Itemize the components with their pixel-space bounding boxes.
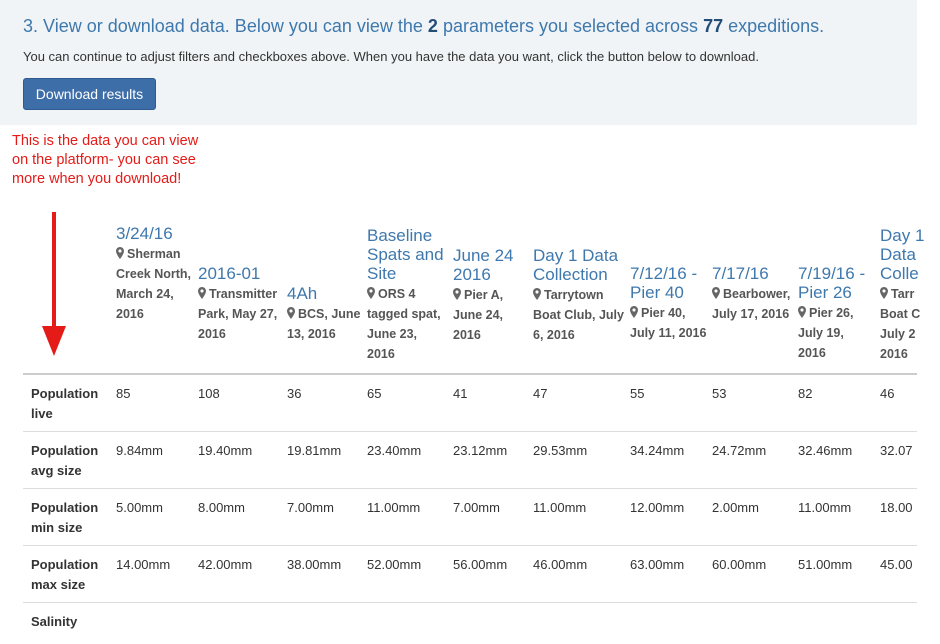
expedition-location-text: Tarr Boat C July 2 2016 — [880, 287, 921, 361]
table-cell: 42.00mm — [198, 557, 253, 572]
expedition-location — [198, 284, 280, 344]
expedition-location — [798, 303, 874, 363]
table-row-label: Population avg size — [31, 443, 99, 478]
table-cell: 8.00mm — [198, 500, 245, 515]
step-description: You can continue to adjust filters and checkboxes above. When you have the data you want, click the button below to download. — [23, 49, 759, 64]
table-cell: 32.46mm — [798, 443, 853, 458]
table-cell: 5.00mm — [116, 500, 163, 515]
expedition-column-header — [453, 246, 529, 345]
expedition-title-link[interactable]: June 24 2016 — [453, 246, 514, 284]
table-cell: 51.00mm — [798, 557, 853, 572]
table-cell: 63.00mm — [630, 557, 685, 572]
map-pin-icon — [798, 306, 806, 318]
table-cell: 7.00mm — [453, 500, 500, 515]
map-pin-icon — [287, 307, 295, 319]
expedition-location — [367, 284, 447, 364]
expedition-location-text: ORS 4 tagged spat, June 23, 2016 — [367, 287, 441, 361]
expedition-title-link[interactable]: Baseline Spats and Site — [367, 226, 444, 283]
map-pin-icon — [367, 287, 375, 299]
expedition-column-header — [367, 226, 447, 364]
expedition-column-header — [798, 264, 874, 363]
table-cell: 46.00mm — [533, 557, 588, 572]
expedition-column-header — [533, 246, 625, 345]
table-cell: 45.00 — [880, 557, 913, 572]
table-cell: 55 — [630, 386, 645, 401]
expedition-location — [630, 303, 708, 343]
table-row-divider — [23, 488, 917, 489]
table-cell: 23.40mm — [367, 443, 422, 458]
table-row-label: Population max size — [31, 557, 99, 592]
expedition-location-text: Pier 26, July 19, 2016 — [798, 306, 854, 360]
table-row-divider — [23, 602, 917, 603]
expedition-title-link[interactable]: Day 1 Data Colle — [880, 226, 925, 283]
map-pin-icon — [453, 288, 461, 300]
table-cell: 18.00 — [880, 500, 913, 515]
expedition-column-header — [287, 284, 361, 344]
table-row-label: Population min size — [31, 500, 99, 535]
expedition-column-header — [712, 264, 792, 324]
table-cell: 7.00mm — [287, 500, 334, 515]
table-cell: 19.40mm — [198, 443, 253, 458]
table-cell: 53 — [712, 386, 727, 401]
table-cell: 11.00mm — [533, 500, 587, 515]
title-suffix: expeditions. — [723, 16, 825, 36]
table-cell: 34.24mm — [630, 443, 685, 458]
map-pin-icon — [198, 287, 206, 299]
table-cell: 12.00mm — [630, 500, 685, 515]
table-cell: 32.07 — [880, 443, 913, 458]
table-cell: 14.00mm — [116, 557, 171, 572]
expedition-location-text: Sherman Creek North, March 24, 2016 — [116, 247, 192, 321]
table-row-divider — [23, 545, 917, 546]
expedition-location — [453, 285, 529, 345]
table-cell: 9.84mm — [116, 443, 163, 458]
expedition-location-text: Transmitter Park, May 27, 2016 — [198, 287, 278, 341]
expedition-title-link[interactable]: Day 1 Data Collection — [533, 246, 619, 284]
table-cell: 11.00mm — [798, 500, 852, 515]
download-results-button[interactable]: Download results — [23, 78, 156, 110]
expedition-title-link[interactable]: 4Ah — [287, 284, 318, 303]
expedition-column-header — [880, 226, 940, 364]
table-cell: 46 — [880, 386, 895, 401]
expedition-location-text: Bearbower, July 17, 2016 — [712, 287, 791, 321]
expedition-location-text: Tarrytown Boat Club, July 6, 2016 — [533, 288, 624, 342]
table-cell: 65 — [367, 386, 382, 401]
expedition-location-text: BCS, June 13, 2016 — [287, 307, 361, 341]
table-row-divider — [23, 431, 917, 432]
table-cell: 23.12mm — [453, 443, 508, 458]
instructions-panel — [0, 0, 917, 125]
expedition-location — [533, 285, 625, 345]
table-row-label: Salinity — [31, 614, 78, 629]
expedition-location — [880, 284, 940, 364]
table-cell: 60.00mm — [712, 557, 767, 572]
expedition-location-text: Pier 40, July 11, 2016 — [630, 306, 707, 340]
table-cell: 47 — [533, 386, 548, 401]
param-count: 2 — [427, 16, 438, 36]
table-cell: 36 — [287, 386, 302, 401]
expedition-title-link[interactable]: 7/17/16 — [712, 264, 769, 283]
arrow-down-icon — [38, 210, 70, 360]
title-prefix: 3. View or download data. Below you can view the — [23, 16, 428, 36]
expedition-location — [287, 304, 361, 344]
expedition-location — [712, 284, 792, 324]
table-cell: 52.00mm — [367, 557, 422, 572]
table-cell: 38.00mm — [287, 557, 342, 572]
table-cell: 56.00mm — [453, 557, 508, 572]
table-cell: 85 — [116, 386, 131, 401]
table-cell: 29.53mm — [533, 443, 588, 458]
annotation-note: This is the data you can view on the platform- you can see more when you download! — [12, 133, 199, 187]
expedition-column-header — [116, 224, 196, 324]
table-cell: 2.00mm — [712, 500, 759, 515]
expedition-column-header — [630, 264, 708, 343]
map-pin-icon — [630, 306, 638, 318]
expedition-title-link[interactable]: 2016-01 — [198, 264, 261, 283]
table-cell: 108 — [198, 386, 220, 401]
expedition-title-link[interactable]: 7/19/16 - Pier 26 — [798, 264, 866, 302]
table-cell: 11.00mm — [367, 500, 421, 515]
table-cell: 24.72mm — [712, 443, 767, 458]
expedition-location-text: Pier A, June 24, 2016 — [453, 288, 504, 342]
map-pin-icon — [712, 287, 720, 299]
map-pin-icon — [880, 287, 888, 299]
table-row-divider — [23, 373, 917, 375]
expedition-title-link[interactable]: 3/24/16 — [116, 224, 173, 243]
title-middle: parameters you selected across — [437, 16, 704, 36]
expedition-title-link[interactable]: 7/12/16 - Pier 40 — [630, 264, 698, 302]
map-pin-icon — [533, 288, 541, 300]
expedition-count: 77 — [703, 16, 724, 36]
expedition-column-header — [198, 264, 280, 344]
table-cell: 82 — [798, 386, 813, 401]
table-cell: 19.81mm — [287, 443, 342, 458]
step-title — [23, 16, 824, 37]
expedition-location — [116, 244, 196, 324]
table-row-label: Population live — [31, 386, 99, 421]
table-cell: 41 — [453, 386, 468, 401]
map-pin-icon — [116, 247, 124, 259]
